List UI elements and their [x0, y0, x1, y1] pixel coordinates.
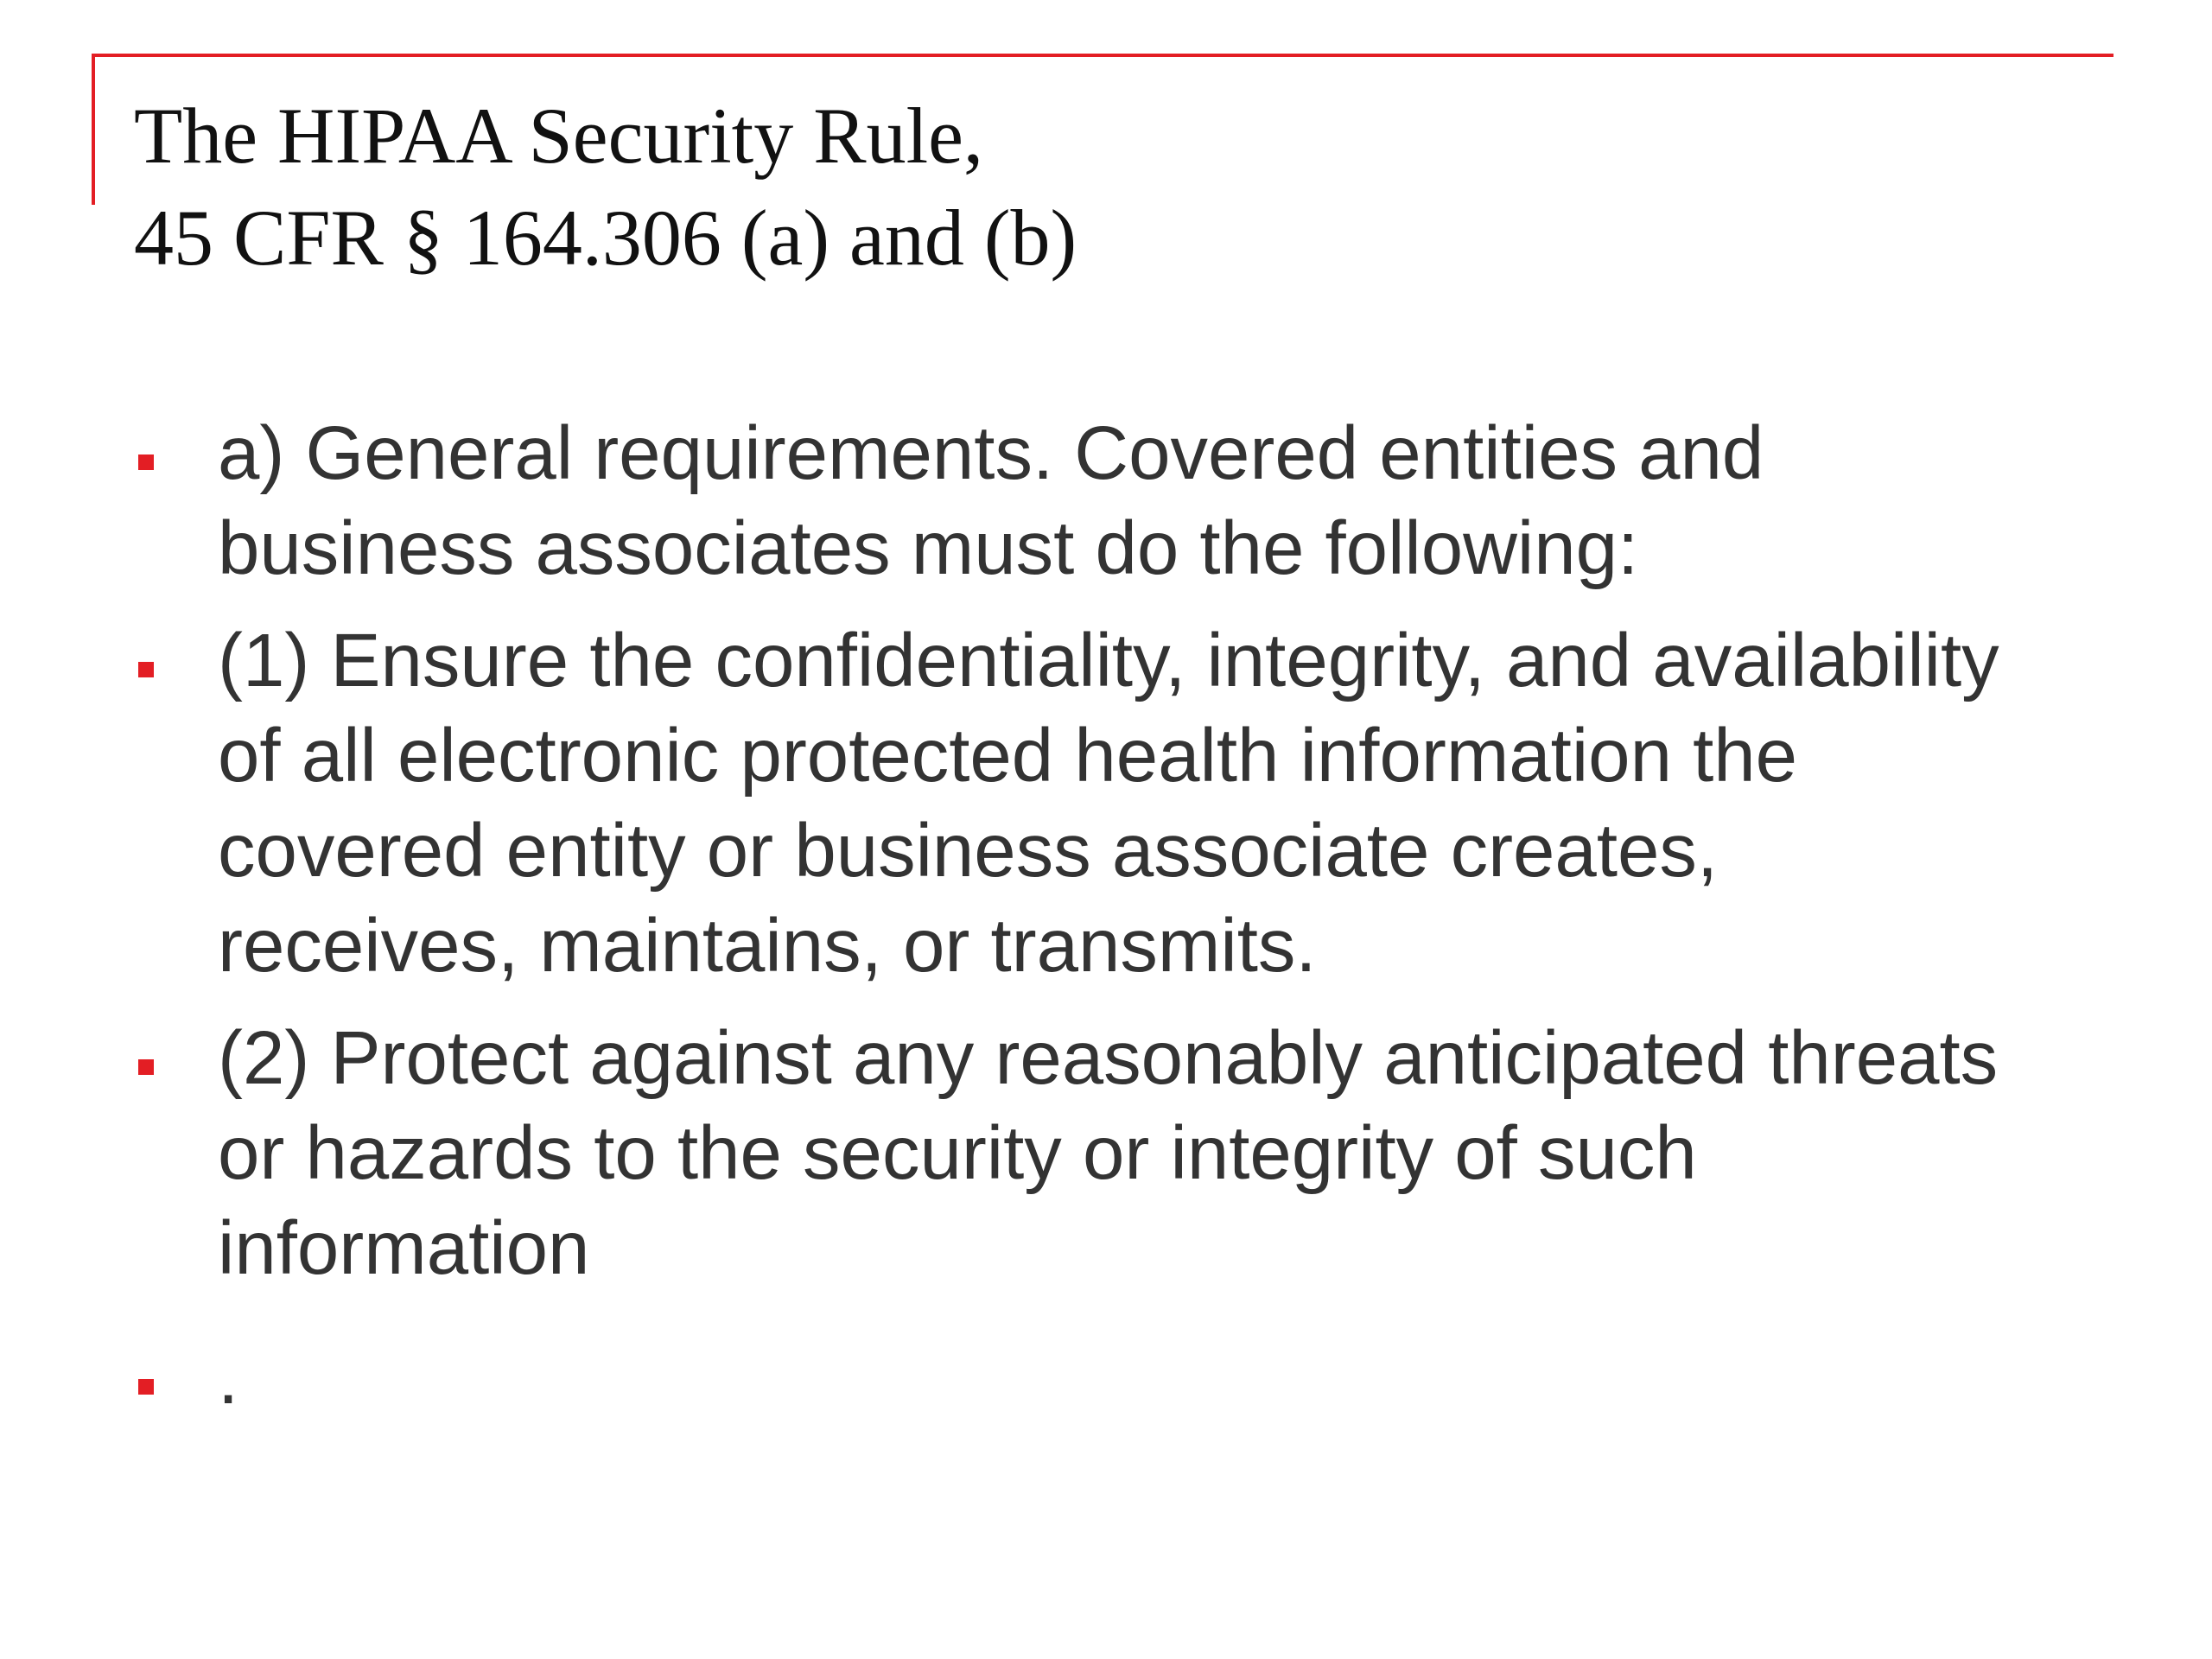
title-line-1: The HIPAA Security Rule, — [134, 92, 983, 180]
bullet-text-line: information — [218, 1206, 590, 1290]
bullet-text-line: . — [218, 1336, 239, 1420]
bullet-list — [0, 406, 2212, 1426]
bullet-ensure-confidentiality — [0, 613, 2119, 994]
bullet-text-line: or hazards to the security or integrity of such — [218, 1111, 1697, 1195]
bullet-text-line: (1) Ensure the confidentiality, integrity, and availability — [218, 619, 1999, 702]
bullet-period — [0, 1331, 2119, 1426]
accent-rule-left — [92, 54, 95, 205]
title-line-2: 45 CFR § 164.306 (a) and (b) — [134, 194, 1077, 282]
square-bullet-icon — [138, 1379, 154, 1395]
bullet-text-line: receives, maintains, or transmits. — [218, 904, 1317, 988]
square-bullet-icon — [138, 454, 154, 470]
bullet-text-line: business associates must do the following: — [218, 506, 1639, 590]
slide-title — [134, 85, 1077, 289]
square-bullet-icon — [138, 662, 154, 677]
bullet-general-requirements — [0, 406, 2119, 596]
square-bullet-icon — [138, 1059, 154, 1075]
bullet-protect-against-threats — [0, 1011, 2119, 1296]
bullet-text-line: of all electronic protected health information the — [218, 714, 1798, 798]
bullet-text-line: (2) Protect against any reasonably anticipated threats — [218, 1016, 1999, 1100]
bullet-text-line: a) General requirements. Covered entities and — [218, 411, 1764, 495]
bullet-text-line: covered entity or business associate creates, — [218, 809, 1719, 893]
accent-rule-top — [92, 54, 2113, 57]
